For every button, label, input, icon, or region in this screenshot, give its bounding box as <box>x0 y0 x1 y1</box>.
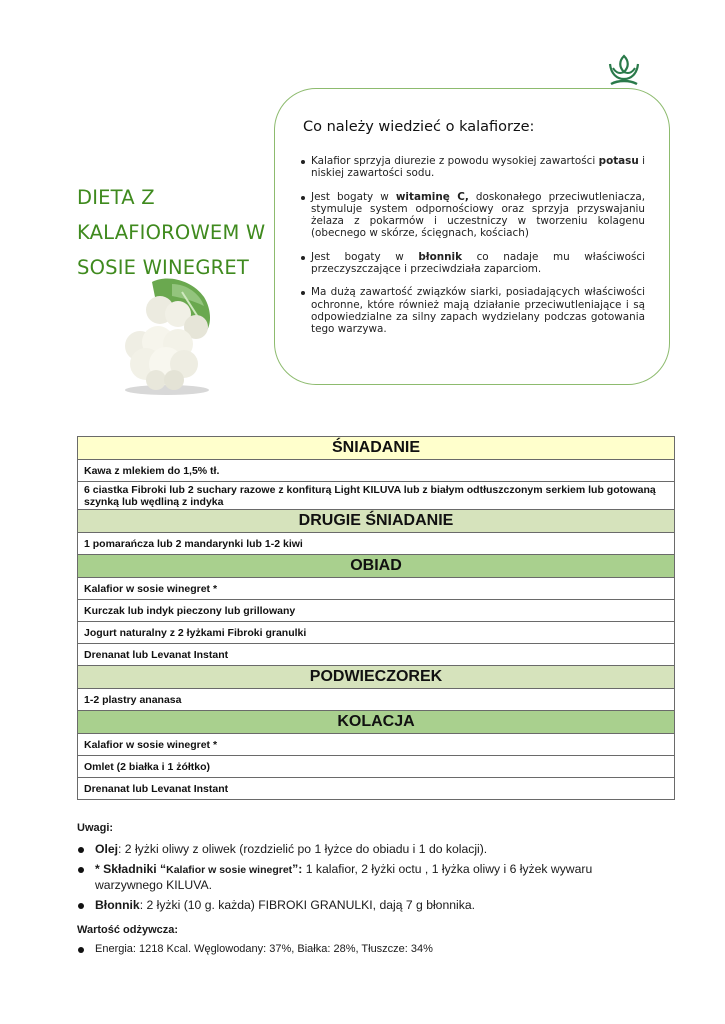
table-row: Kurczak lub indyk pieczony lub grillowany <box>78 600 675 622</box>
table-row: 1 pomarańcza lub 2 mandarynki lub 1-2 kiwi <box>78 533 675 555</box>
note-item: * Składniki “Kalafior w sosie winegret”: 1 kalafior, 2 łyżki octu , 1 łyżka oliwy i 6 łyżek wywaru warzywnego KILUVA. <box>77 862 637 893</box>
table-row: Kalafior w sosie winegret * <box>78 578 675 600</box>
notes-list <box>77 842 637 913</box>
info-box <box>274 88 670 385</box>
nutrition-section <box>77 924 637 962</box>
info-item: Kalafior sprzyja diurezie z powodu wysokiej zawartości potasu i niskiej zawartości sodu. <box>301 155 645 180</box>
section-header-afternoon-snack: PODWIECZOREK <box>78 666 675 689</box>
section-header-second-breakfast: DRUGIE ŚNIADANIE <box>78 510 675 533</box>
info-item: Ma dużą zawartość związków siarki, posiadających właściwości ochronne, które również mają działanie przeciwutleniające i są odpowiedzialne za silny zapach wydzielany podczas gotowania tego warzywa. <box>301 286 645 335</box>
nutrition-label: Wartość odżywcza: <box>77 924 179 936</box>
info-item: Jest bogaty w błonnik co nadaje mu właściwości przeczyszczające i przeciwdziała zaparciom. <box>301 251 645 276</box>
info-box-title: Co należy wiedzieć o kalafiorze: <box>303 119 535 135</box>
nutrition-item: Energia: 1218 Kcal. Węglowodany: 37%, Białka: 28%, Tłuszcze: 34% <box>77 942 637 957</box>
title-line: SOSIE WINEGRET <box>77 256 250 279</box>
section-header-dinner: KOLACJA <box>78 711 675 734</box>
page-title <box>77 180 277 285</box>
title-line: KALAFIOROWEM W <box>77 221 266 244</box>
section-header-breakfast: ŚNIADANIE <box>78 437 675 460</box>
note-item: Olej: 2 łyżki oliwy z oliwek (rozdzielić po 1 łyżce do obiadu i 1 do kolacji). <box>77 842 637 857</box>
info-item: Jest bogaty w witaminę C, doskonałego przeciwutleniacza, stymuluje system odpornościowy oraz sprzyja przyswajaniu żelaza z pokarmów i uczestniczy w tworzeniu kolagenu (obecnego w skórze, ścięgnach, kościach) <box>301 191 645 240</box>
table-row: Drenanat lub Levanat Instant <box>78 644 675 666</box>
note-item: Błonnik: 2 łyżki (10 g. każda) FIBROKI GRANULKI, dają 7 g błonnika. <box>77 898 637 913</box>
table-row: Omlet (2 białka i 1 żółtko) <box>78 756 675 778</box>
cauliflower-image <box>112 272 222 397</box>
table-row: Kalafior w sosie winegret * <box>78 734 675 756</box>
notes-label: Uwagi: <box>77 822 114 834</box>
table-row: Drenanat lub Levanat Instant <box>78 778 675 800</box>
section-header-lunch: OBIAD <box>78 555 675 578</box>
table-row: Kawa z mlekiem do 1,5% tł. <box>78 460 675 482</box>
title-line: DIETA Z <box>77 186 155 209</box>
info-list <box>301 155 645 347</box>
brand-logo-icon <box>606 52 642 88</box>
table-row: 6 ciastka Fibroki lub 2 suchary razowe z konfiturą Light KILUVA lub z białym odtłuszczonym serkiem lub gotowaną szynką lub wędliną z indyka <box>78 482 675 510</box>
meal-plan-table <box>77 436 675 800</box>
table-row: 1-2 plastry ananasa <box>78 689 675 711</box>
notes-section <box>77 822 637 918</box>
table-row: Jogurt naturalny z 2 łyżkami Fibroki granulki <box>78 622 675 644</box>
nutrition-list <box>77 942 637 957</box>
